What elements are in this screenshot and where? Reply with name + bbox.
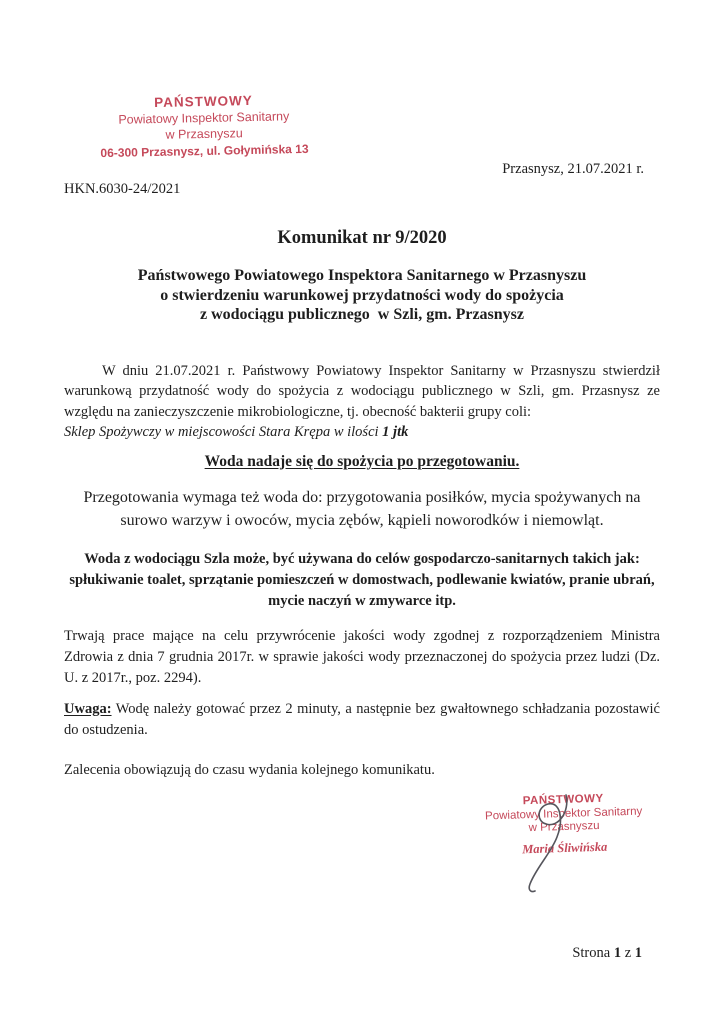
subtitle-line-3: z wodociągu publicznego w Szli, gm. Przasnysz (200, 306, 524, 323)
page-number-label: Strona (572, 945, 611, 961)
paragraph-regulation: Trwają prace mające na celu przywrócenie jakości wody zgodnej z rozporządzeniem Ministra Zdrowia z dnia 7 grudnia 2017r. w sprawie jakości wody przeznaczonej do spożycia przez ludzi (Dz. U. z 2017r., poz. 2294). (64, 627, 660, 686)
stamp-bottom-line-2: Powiatowy Inspektor Sanitarny (484, 805, 643, 822)
page-number-separator: z (624, 945, 632, 961)
document-subtitle (64, 266, 660, 325)
stamp-top-line-1: PAŃSTWOWY (153, 92, 253, 111)
stamp-bottom-line-3: w Przasnyszu (528, 819, 600, 835)
reference-number: HKN.6030-24/2021 (64, 181, 181, 197)
stamp-top-line-3: w Przasnyszu (165, 126, 243, 142)
document-title: Komunikat nr 9/2020 (277, 228, 447, 248)
page-number (572, 945, 642, 962)
sample-result-text: Sklep Spożywczy w miejscowości Stara Krępa w ilości (64, 424, 383, 440)
document-content (64, 0, 660, 780)
subtitle-line-2: o stwierdzeniu warunkowej przydatności wody do spożycia (160, 286, 564, 304)
paragraph-statement: W dniu 21.07.2021 r. Państwowy Powiatowy Inspektor Sanitarny w Przasnyszu stwierdził warunkową przydatność wody do spożycia z wodociągu publicznego w Szli, gm. Przasnysz ze względu na zanieczyszczenie mikrobiologiczne, tj. obecność bakterii grupy coli: (64, 362, 660, 420)
place-date-line: Przasnysz, 21.07.2021 r. (502, 161, 644, 177)
page-number-total: 1 (634, 945, 642, 961)
stamp-bottom-line-1: PAŃSTWOWY (522, 792, 604, 808)
paragraph-note (64, 699, 660, 741)
note-text: Wodę należy gotować przez 2 minuty, a następnie bez gwałtownego schładzania pozostawić do ostudzenia. (64, 700, 660, 738)
office-stamp-bottom (457, 791, 671, 859)
sample-result-line (64, 422, 660, 443)
paragraph-validity: Zalecenia obowiązują do czasu wydania kolejnego komunikatu. (64, 761, 435, 778)
paragraph-boiling-uses: Przegotowania wymaga też woda do: przygotowania posiłków, mycia spożywanych na surowo warzyw i owoców, mycia zębów, kąpieli noworodków i niemowląt. (83, 488, 641, 529)
stamp-top-line-2: Powiatowy Inspektor Sanitarny (118, 109, 290, 127)
subtitle-line-1: Państwowego Powiatowego Inspektora Sanitarnego w Przasnyszu (137, 267, 587, 284)
signatory-name: Maria Śliwińska (521, 839, 608, 856)
paragraph-sanitary-uses: Woda z wodociągu Szla może, być używana do celów gospodarczo-sanitarnych takich jak: spłukiwanie toalet, sprzątanie pomieszczeń w domostwach, podlewanie kwiatów, pranie ubrań, mycie naczyń w zmywarce itp. (69, 550, 655, 609)
page-number-current: 1 (613, 945, 622, 961)
note-label: Uwaga: (64, 700, 112, 717)
sample-result-value: 1 jtk (382, 424, 409, 440)
stamp-top-line-4: 06-300 Przasnysz, ul. Gołymińska 13 (100, 141, 309, 161)
boiling-heading: Woda nadaje się do spożycia po przegotowaniu. (204, 452, 520, 470)
